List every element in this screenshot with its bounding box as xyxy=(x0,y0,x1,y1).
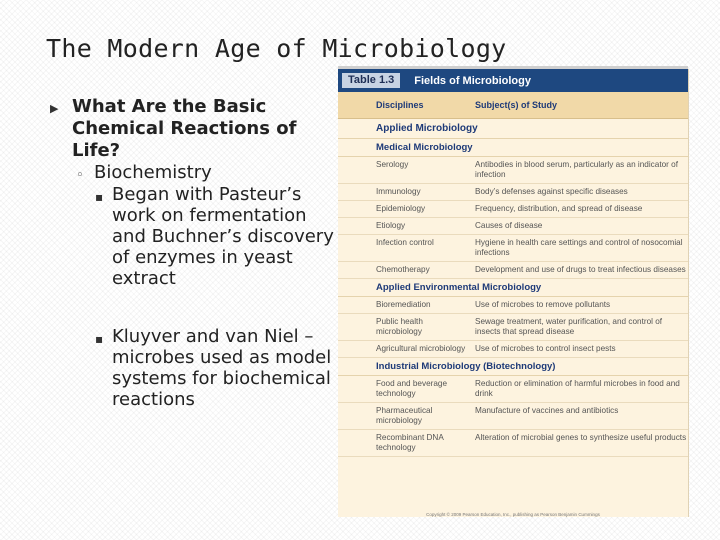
dot-bullet-icon: ▪ xyxy=(95,332,104,346)
table-number: Table 1.3 xyxy=(342,73,400,88)
table-header-bar xyxy=(338,69,688,92)
subject-cell: Causes of disease xyxy=(475,221,543,230)
section-heading-medical: Medical Microbiology xyxy=(338,139,688,157)
main-bullet-text: What Are the Basic Chemical Reactions of Life? xyxy=(72,96,297,161)
subject-cell: Use of microbes to control insect pests xyxy=(475,344,616,353)
table-row xyxy=(338,297,688,314)
sub-sub-bullet-pasteur: Began with Pasteur’s work on fermentation and Buchner’s discovery of enzymes in yeast extract xyxy=(112,184,334,289)
table-row xyxy=(338,403,688,430)
table-row xyxy=(338,157,688,184)
table-row xyxy=(338,262,688,279)
subject-cell: Frequency, distribution, and spread of disease xyxy=(475,204,643,213)
table-name: Fields of Microbiology xyxy=(414,74,531,87)
discipline-cell: Recombinant DNA technology xyxy=(376,433,444,452)
discipline-cell: Food and beverage technology xyxy=(376,379,448,398)
table-row xyxy=(338,341,688,358)
table-row xyxy=(338,218,688,235)
discipline-cell: Public health microbiology xyxy=(376,317,423,336)
sub-bullet-biochemistry: Biochemistry xyxy=(94,162,212,183)
column-header-subjects: Subject(s) of Study xyxy=(475,100,558,110)
table-row xyxy=(338,201,688,218)
copyright-notice: Copyright © 2009 Pearson Education, Inc., publishing as Pearson Benjamin Cummings xyxy=(426,512,600,517)
table-column-headers xyxy=(338,92,688,119)
section-heading-environmental: Applied Environmental Microbiology xyxy=(338,279,688,297)
subject-cell: Manufacture of vaccines and antibiotics xyxy=(475,406,619,415)
subject-cell: Alteration of microbial genes to synthesize useful products xyxy=(475,433,687,442)
subject-cell: Body’s defenses against specific diseases xyxy=(475,187,628,196)
discipline-cell: Infection control xyxy=(376,238,434,247)
subject-cell: Hygiene in health care settings and control of nosocomial infections xyxy=(475,238,683,257)
subject-cell: Use of microbes to remove pollutants xyxy=(475,300,611,309)
slide-title: The Modern Age of Microbiology xyxy=(46,34,507,63)
discipline-cell: Immunology xyxy=(376,187,421,196)
triangle-bullet-icon: ▶ xyxy=(50,102,59,115)
section-heading-industrial: Industrial Microbiology (Biotechnology) xyxy=(338,358,688,376)
subject-cell: Antibodies in blood serum, particularly as an indicator of infection xyxy=(475,160,678,179)
section-heading-applied: Applied Microbiology xyxy=(338,119,688,139)
discipline-cell: Chemotherapy xyxy=(376,265,430,274)
discipline-cell: Epidemiology xyxy=(376,204,426,213)
discipline-cell: Pharmaceutical microbiology xyxy=(376,406,433,425)
column-header-disciplines: Disciplines xyxy=(376,100,424,110)
table-row xyxy=(338,376,688,403)
table-row xyxy=(338,314,688,341)
table-row xyxy=(338,184,688,201)
table-row xyxy=(338,235,688,262)
subject-cell: Development and use of drugs to treat infectious diseases xyxy=(475,265,686,274)
circle-bullet-icon: ◦ xyxy=(76,168,84,183)
discipline-cell: Serology xyxy=(376,160,409,169)
table-row xyxy=(338,430,688,457)
subject-cell: Sewage treatment, water purification, and control of insects that spread disease xyxy=(475,317,663,336)
discipline-cell: Bioremediation xyxy=(376,300,431,309)
discipline-cell: Etiology xyxy=(376,221,406,230)
dot-bullet-icon: ▪ xyxy=(95,190,104,204)
discipline-cell: Agricultural microbiology xyxy=(376,344,466,353)
subject-cell: Reduction or elimination of harmful microbes in food and drink xyxy=(475,379,680,398)
sub-sub-bullet-kluyver: Kluyver and van Niel – microbes used as model systems for biochemical reactions xyxy=(112,326,332,410)
fields-of-microbiology-table xyxy=(338,69,689,517)
